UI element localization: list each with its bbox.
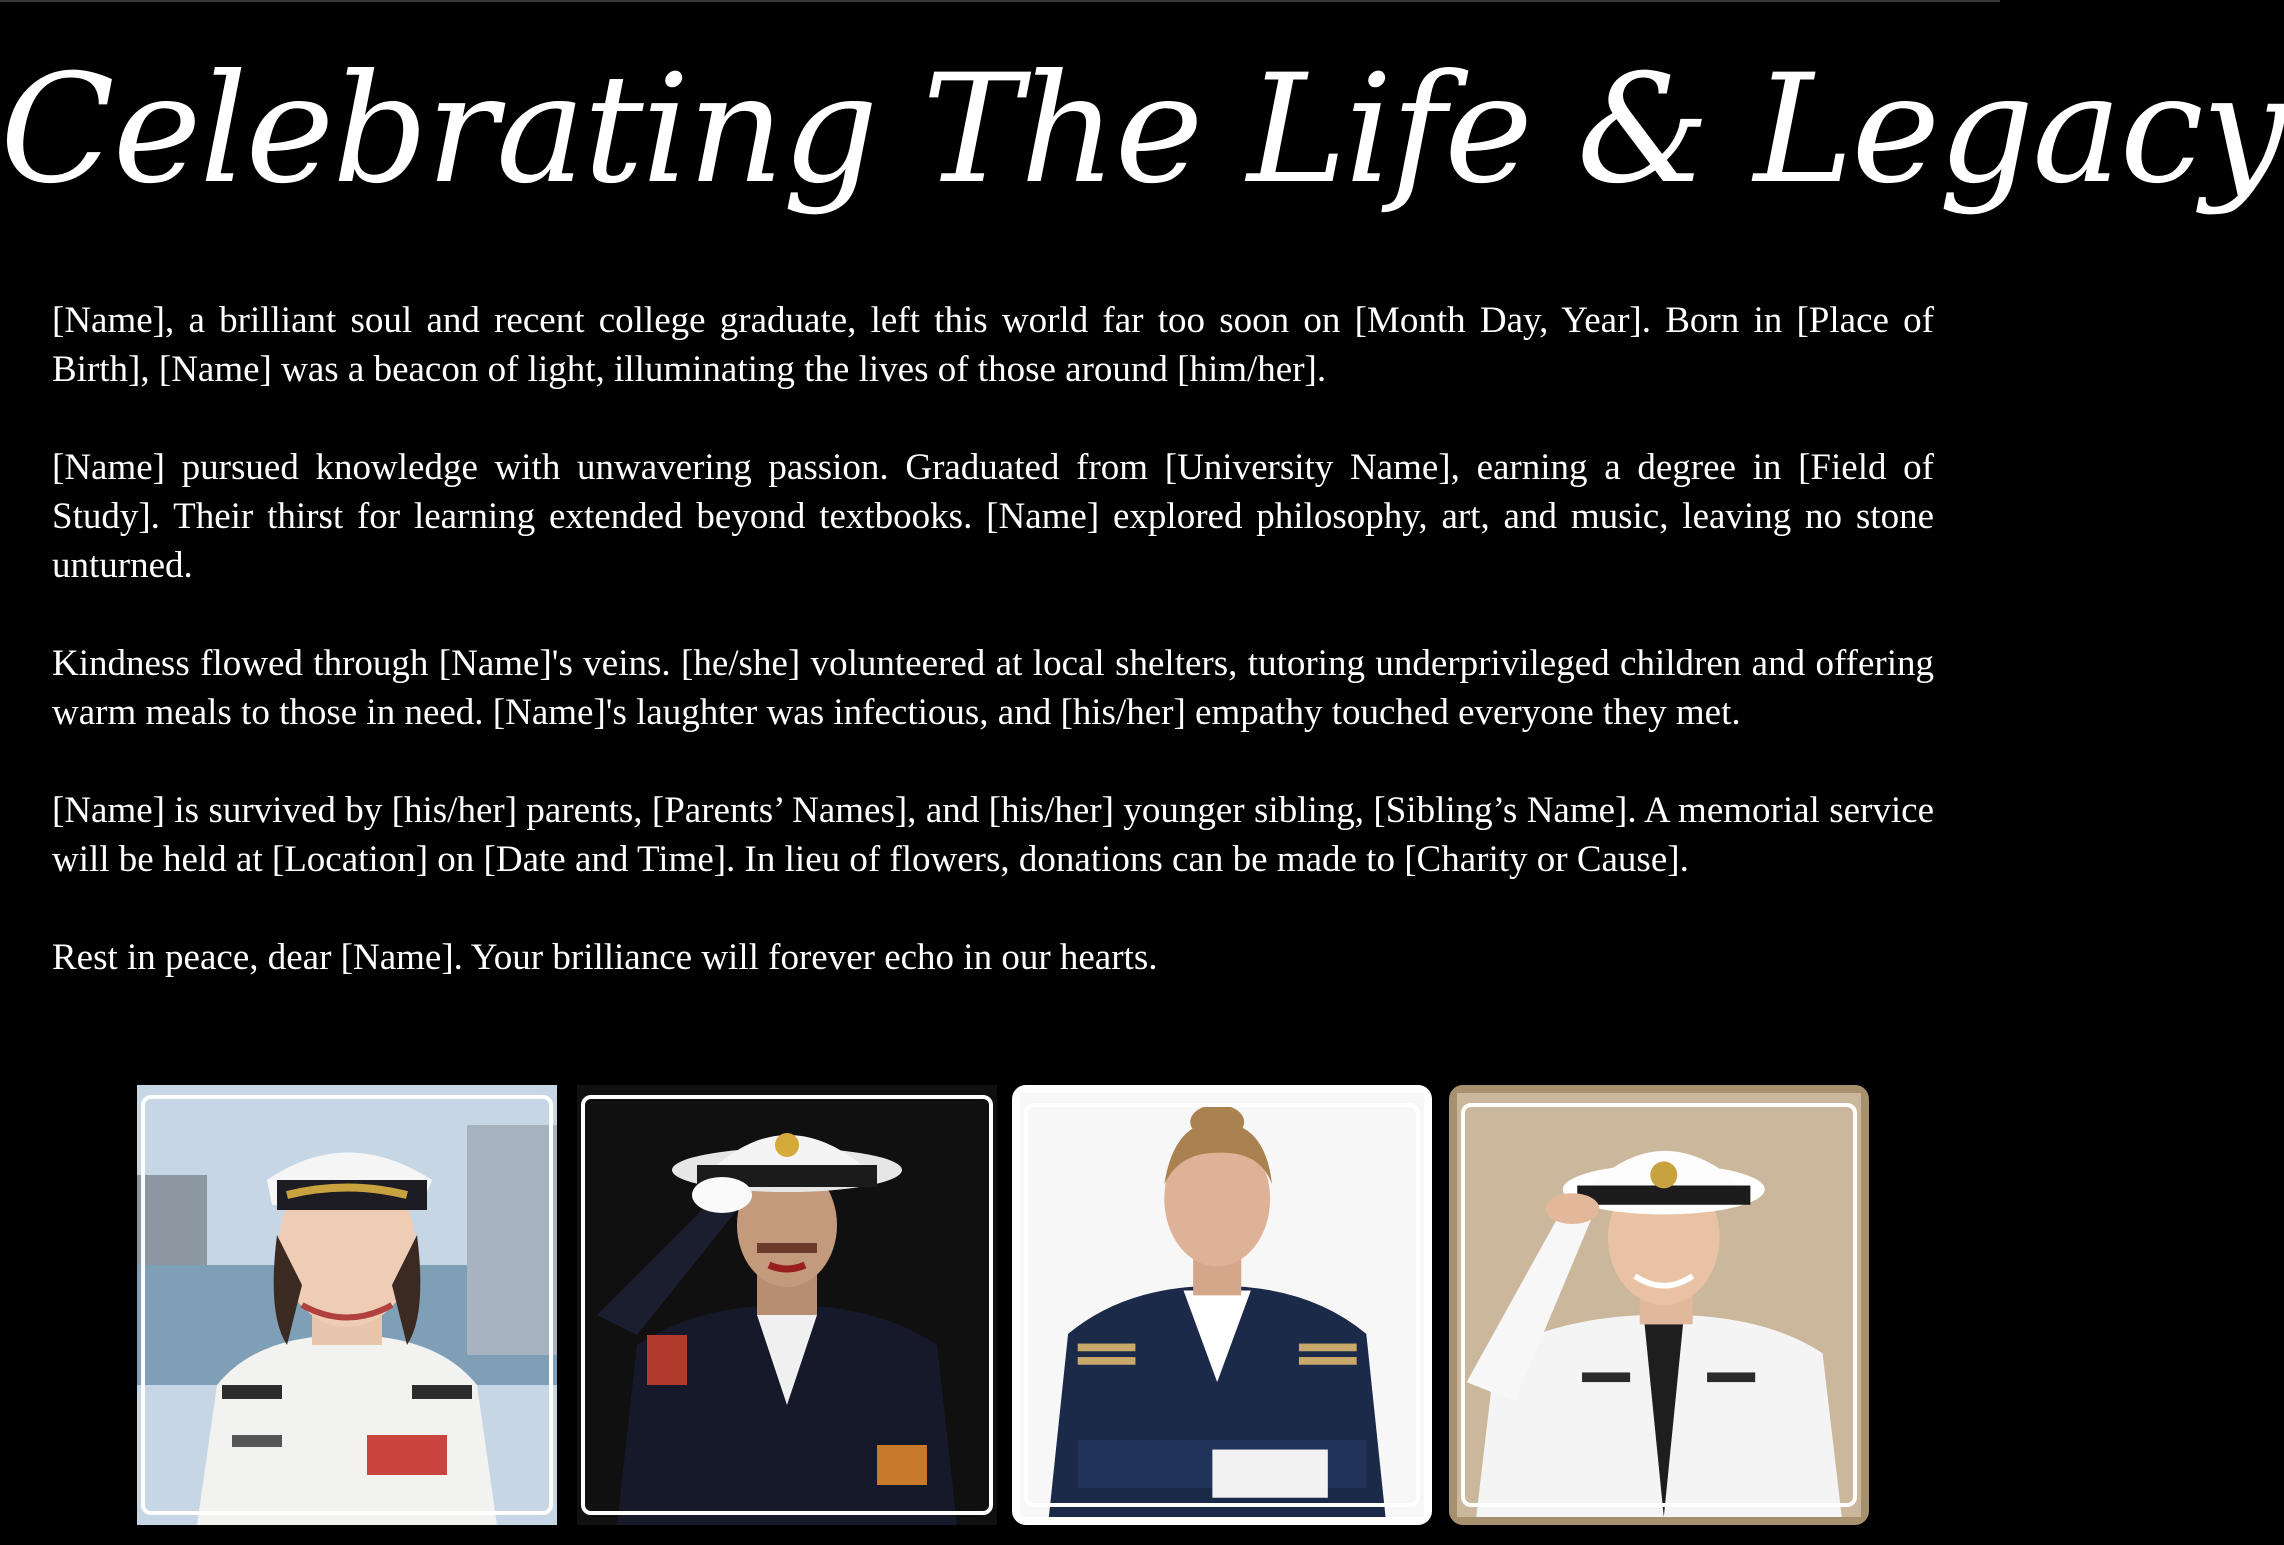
paragraph-intro: [Name], a brilliant soul and recent college graduate, left this world far too soon on [Month Day, Year]. Born in [Place of Birth], [Name] was a beacon of light, illuminating the lives of those around [him/her]. — [52, 300, 1934, 390]
photo-officer-white-uniform — [137, 1085, 557, 1525]
photo-frame — [581, 1095, 993, 1515]
photo-gallery — [137, 1085, 1889, 1525]
paragraph-education: [Name] pursued knowledge with unwavering passion. Graduated from [University Name], earning a degree in [Field of Study]. Their thirst for learning extended beyond textbooks. [Name] explored philosophy, art, and music, leaving no stone unturned. — [52, 447, 1934, 586]
photo-officer-white-cap-salute — [1449, 1085, 1869, 1525]
photo-frame — [141, 1095, 553, 1515]
photo-officer-arms-crossed — [1012, 1085, 1432, 1525]
top-border — [0, 0, 2000, 2]
page-title: Celebrating The Life & Legacy — [0, 43, 2284, 217]
photo-frame — [1024, 1103, 1420, 1507]
obituary-text — [52, 296, 1934, 982]
paragraph-kindness: Kindness flowed through [Name]'s veins. [he/she] volunteered at local shelters, tutoring underprivileged children and offering warm meals to those in need. [Name]'s laughter was infectious, and [his/her] empathy touched everyone they met. — [52, 643, 1934, 733]
paragraph-survivors: [Name] is survived by [his/her] parents, [Parents’ Names], and [his/her] younger sibling, [Sibling’s Name]. A memorial service will be held at [Location] on [Date and Time]. In lieu of flowers, donations can be made to [Charity or Cause]. — [52, 790, 1934, 880]
photo-frame — [1461, 1103, 1857, 1507]
paragraph-closing: Rest in peace, dear [Name]. Your brilliance will forever echo in our hearts. — [52, 937, 1158, 978]
photo-saluting-marine — [577, 1085, 997, 1525]
